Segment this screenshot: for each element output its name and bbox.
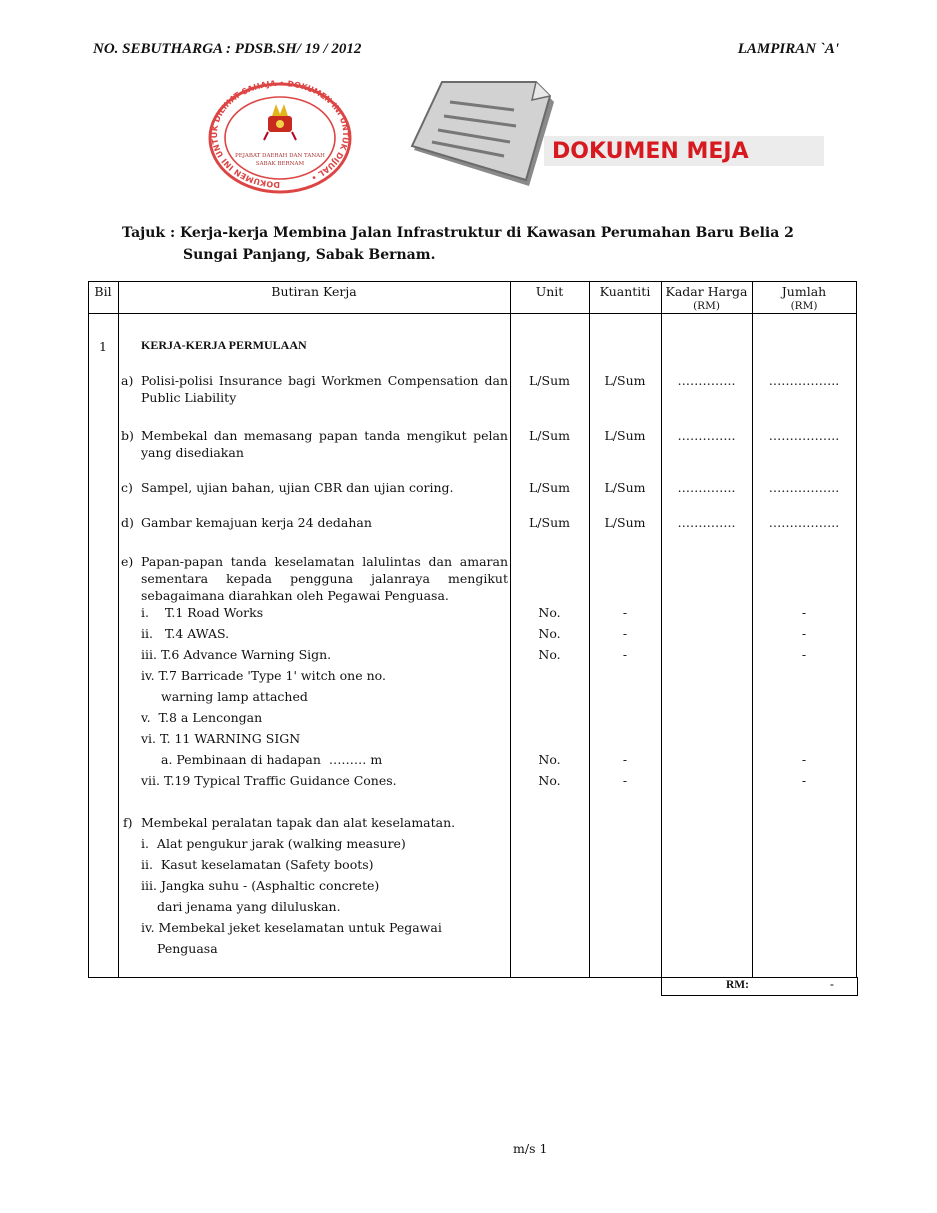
header-kuantiti: Kuantiti xyxy=(599,284,651,299)
sign-item-amount: - xyxy=(801,647,807,662)
sign-item-amount: - xyxy=(801,605,807,620)
equipment-item: ii. Kasut keselamatan (Safety boots) xyxy=(141,857,374,872)
sign-item-quantity: - xyxy=(622,773,628,788)
item-amount: …………….. xyxy=(768,373,840,388)
item-unit: L/Sum xyxy=(529,515,570,530)
sign-item: iv. T.7 Barricade 'Type 1' witch one no. xyxy=(141,668,386,683)
sign-item: ii. T.4 AWAS. xyxy=(141,626,230,641)
item-description: Papan-papan tanda keselamatan lalulintas dan amaran xyxy=(141,554,508,569)
sign-item-unit: No. xyxy=(538,647,561,662)
sign-item: vii. T.19 Typical Traffic Guidance Cones. xyxy=(141,773,397,788)
document-icon xyxy=(412,82,554,186)
item-description: Gambar kemajuan kerja 24 dedahan xyxy=(141,515,372,530)
tender-reference: NO. SEBUTHARGA : PDSB.SH/ 19 / 2012 xyxy=(93,41,362,57)
sign-item: vi. T. 11 WARNING SIGN xyxy=(141,731,301,746)
header-kadar: Kadar Harga xyxy=(665,284,748,299)
item-description-cont: Public Liability xyxy=(141,390,237,405)
item-quantity: L/Sum xyxy=(604,373,646,388)
stamp-ring-text: DOKUMEN INI UNTUK DILIHAT SAHAJA • DOKUMEN INI UNTUK DIJUAL • xyxy=(209,80,351,190)
project-location: Sungai Panjang, Sabak Bernam. xyxy=(183,247,436,263)
sign-item-quantity: - xyxy=(622,605,628,620)
item-label: f) xyxy=(123,815,133,830)
item-description: Membekal peralatan tapak dan alat keselamatan. xyxy=(141,815,456,830)
sign-item: iii. T.6 Advance Warning Sign. xyxy=(141,647,332,662)
stamp-center-line-2: SABAK BERNAM xyxy=(255,161,305,167)
item-unit: L/Sum xyxy=(529,373,570,388)
item-amount: …………….. xyxy=(768,515,840,530)
header-jumlah-unit: (RM) xyxy=(790,300,818,312)
sign-item-amount: - xyxy=(801,752,807,767)
official-stamp xyxy=(206,80,354,196)
crest-icon xyxy=(264,104,296,140)
sign-item: a. Pembinaan di hadapan ……… m xyxy=(161,752,383,767)
item-quantity: L/Sum xyxy=(604,480,646,495)
page-number: m/s 1 xyxy=(513,1141,548,1156)
sign-item-unit: No. xyxy=(538,626,561,641)
equipment-item-cont: Penguasa xyxy=(157,941,218,956)
table-top-border xyxy=(88,281,857,282)
item-description: Membekal dan memasang papan tanda mengikut pelan xyxy=(141,428,508,443)
item-unit: L/Sum xyxy=(529,480,570,495)
sign-item-quantity: - xyxy=(622,752,628,767)
project-title: Tajuk : Kerja-kerja Membina Jalan Infrastruktur di Kawasan Perumahan Baru Belia 2 xyxy=(122,225,794,241)
item-rate: ………….. xyxy=(677,428,736,443)
item-rate: ………….. xyxy=(677,515,736,530)
item-description: Sampel, ujian bahan, ujian CBR dan ujian coring. xyxy=(141,480,454,495)
item-label: e) xyxy=(121,554,134,569)
item-label: d) xyxy=(121,515,134,530)
stamp-center-line-1: PEJABAT DAERAH DAN TANAH xyxy=(235,153,325,159)
sign-item-unit: No. xyxy=(538,773,561,788)
item-description: Polisi-polisi Insurance bagi Workmen Compensation dan xyxy=(141,373,508,388)
sign-item-amount: - xyxy=(801,773,807,788)
item-quantity: L/Sum xyxy=(604,428,646,443)
item-quantity: L/Sum xyxy=(604,515,646,530)
item-amount: …………….. xyxy=(768,428,840,443)
sign-item: i. T.1 Road Works xyxy=(141,605,264,620)
sign-item: v. T.8 a Lencongan xyxy=(141,710,263,725)
equipment-item: iv. Membekal jeket keselamatan untuk Pegawai xyxy=(141,920,442,935)
total-box xyxy=(661,977,858,996)
annex-label: LAMPIRAN `A' xyxy=(737,41,839,57)
item-label: c) xyxy=(121,480,133,495)
header-unit: Unit xyxy=(535,284,564,299)
header-jumlah: Jumlah xyxy=(781,284,827,299)
sign-item-cont: warning lamp attached xyxy=(161,689,308,704)
total-label: RM: xyxy=(726,979,749,991)
sign-item-quantity: - xyxy=(622,647,628,662)
sign-item-quantity: - xyxy=(622,626,628,641)
equipment-item: iii. Jangka suhu - (Asphaltic concrete) xyxy=(141,878,380,893)
total-value: - xyxy=(830,979,834,991)
item-rate: ………….. xyxy=(677,373,736,388)
item-amount: …………….. xyxy=(768,480,840,495)
item-description-cont: sebagaimana diarahkan oleh Pegawai Penguasa. xyxy=(141,588,449,603)
item-label: b) xyxy=(121,428,134,443)
item-description-cont: sementara kepada pengguna jalanraya mengikut xyxy=(141,571,508,586)
item-rate: ………….. xyxy=(677,480,736,495)
header-butiran: Butiran Kerja xyxy=(271,284,357,299)
item-unit: L/Sum xyxy=(529,428,570,443)
banner-label: DOKUMEN MEJA xyxy=(552,139,749,164)
table-header-border xyxy=(88,313,857,314)
equipment-item: i. Alat pengukur jarak (walking measure) xyxy=(141,836,406,851)
section-title: KERJA-KERJA PERMULAAN xyxy=(141,338,307,352)
section-number: 1 xyxy=(99,339,107,354)
sign-item-unit: No. xyxy=(538,605,561,620)
sign-item-amount: - xyxy=(801,626,807,641)
header-bil: Bil xyxy=(94,284,112,299)
desk-document-banner xyxy=(404,80,824,190)
item-label: a) xyxy=(121,373,134,388)
sign-item-unit: No. xyxy=(538,752,561,767)
header-kadar-unit: (RM) xyxy=(693,300,720,312)
equipment-item-cont: dari jenama yang diluluskan. xyxy=(157,899,341,914)
item-description-cont: yang disediakan xyxy=(141,445,244,460)
